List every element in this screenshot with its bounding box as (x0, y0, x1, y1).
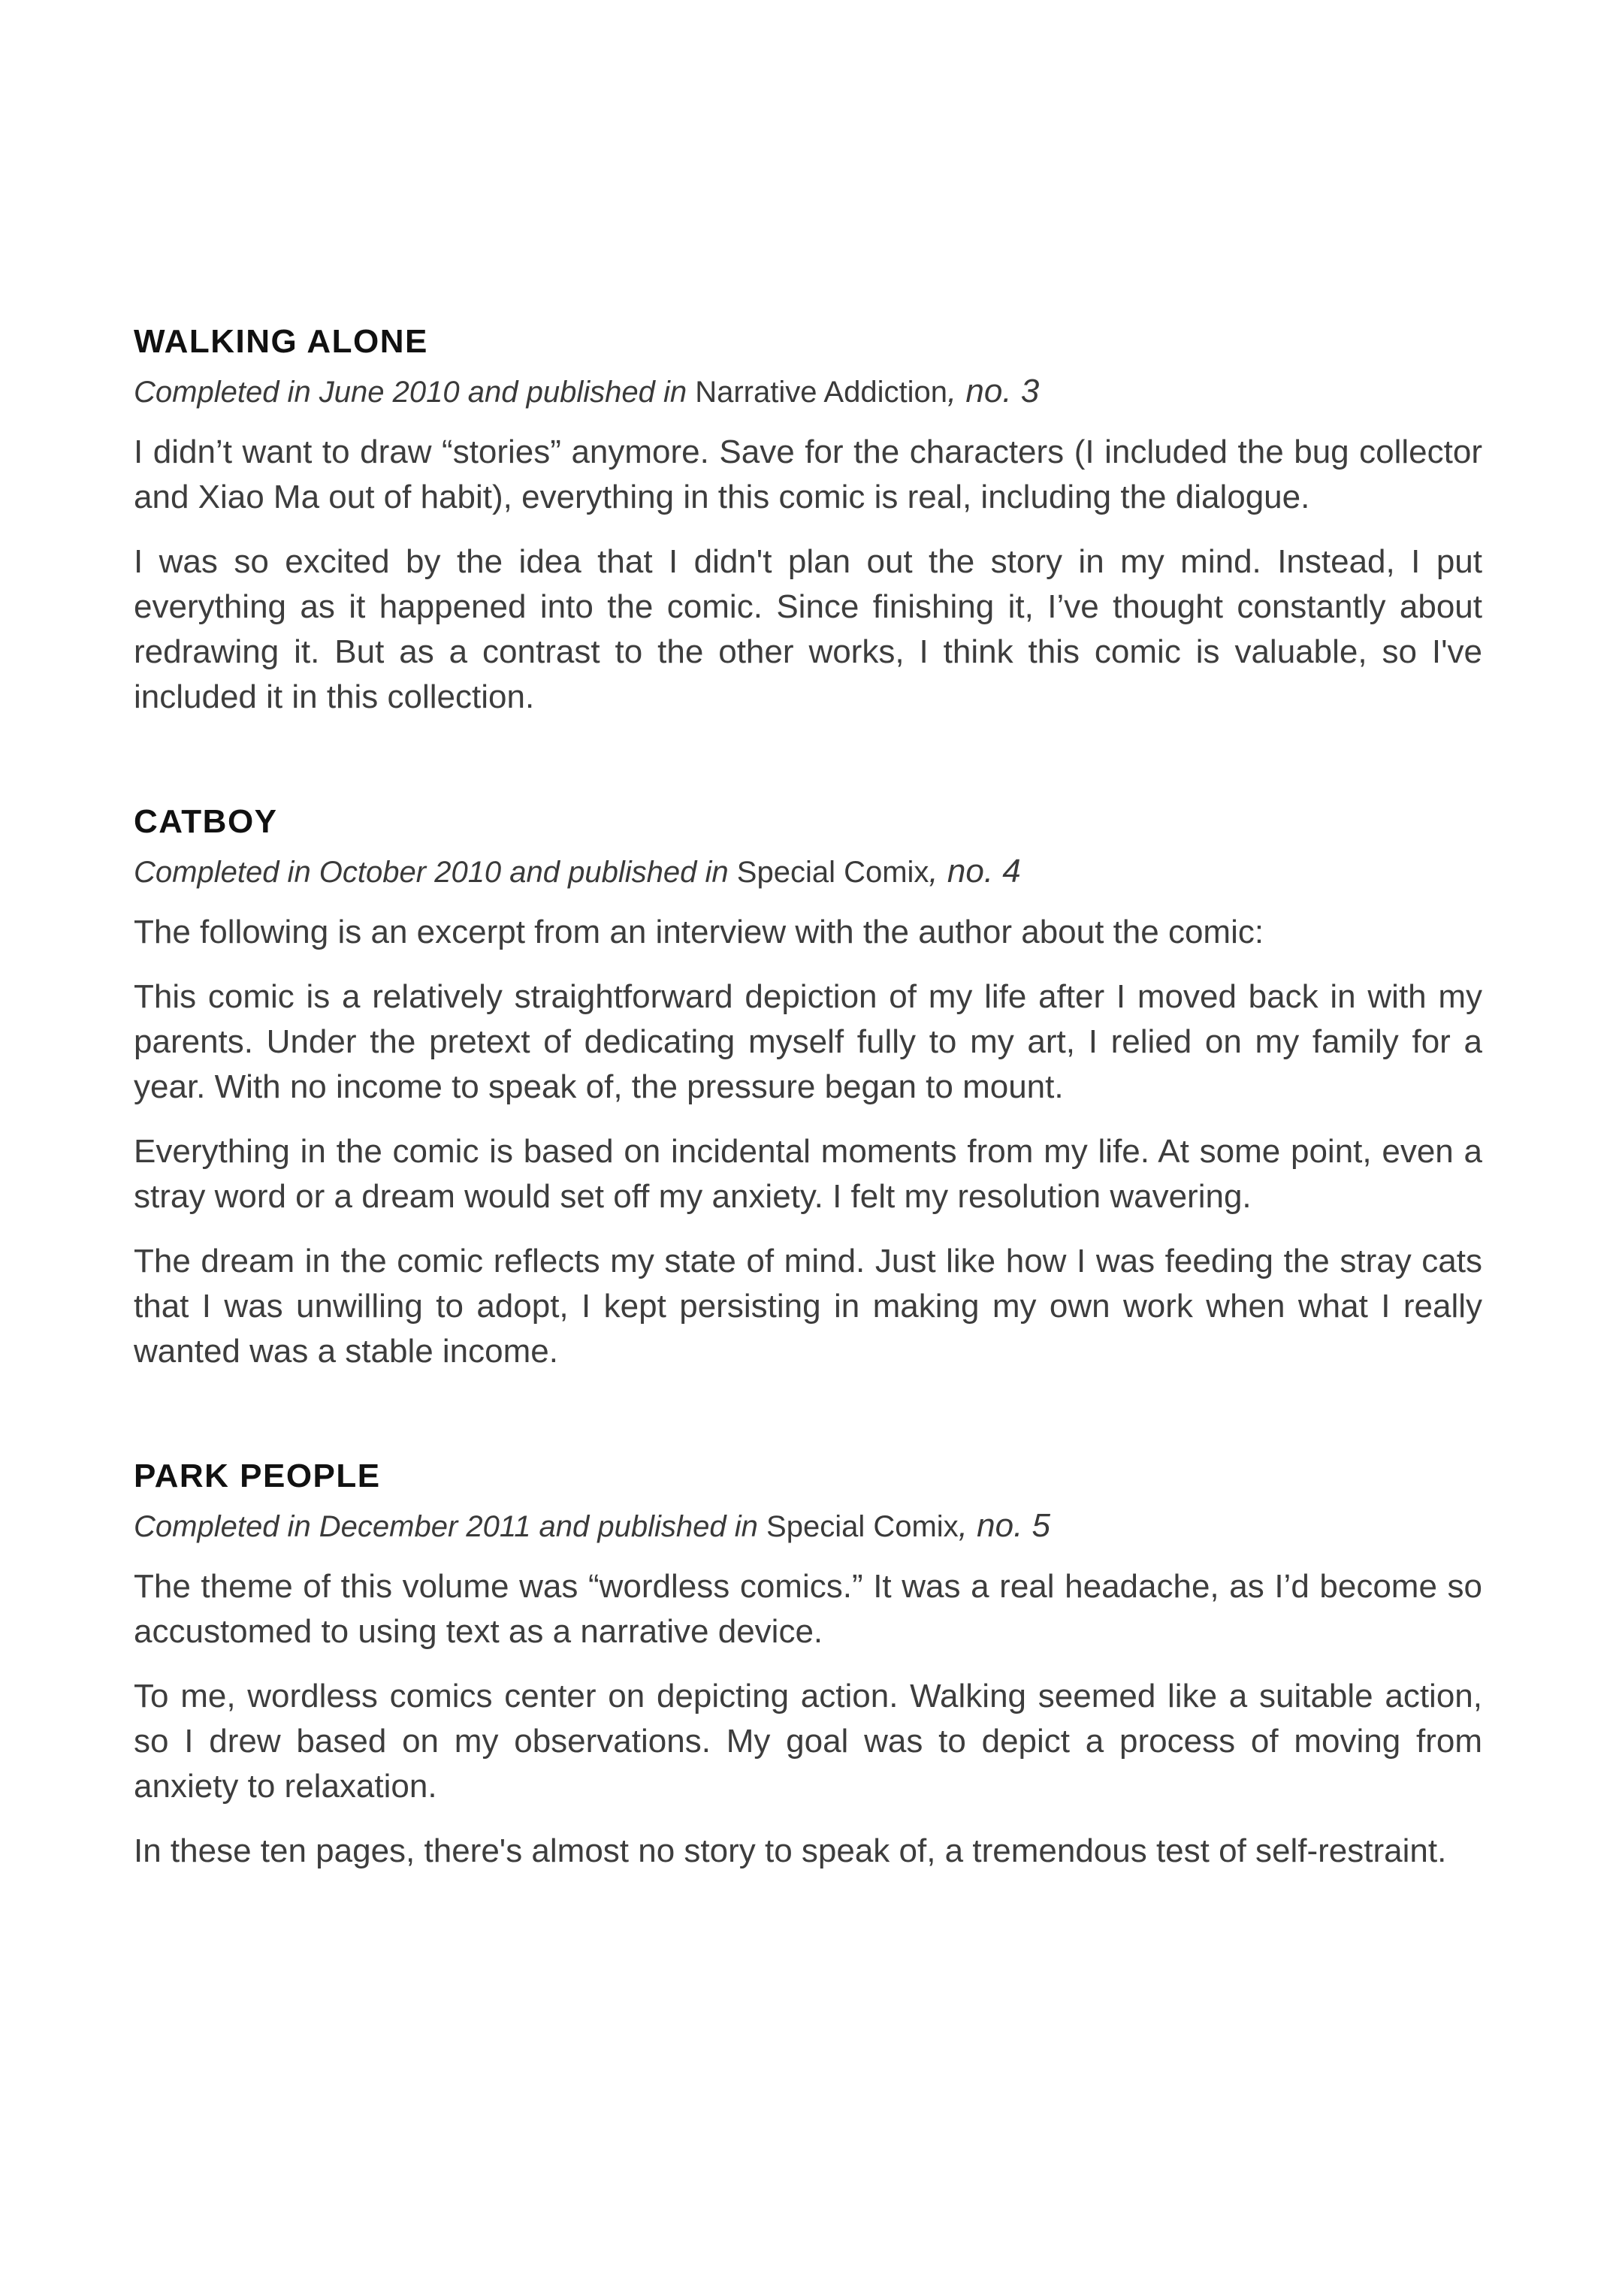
completion-date-text: Completed in October 2010 and published in (134, 856, 729, 889)
paragraph: The dream in the comic reflects my state of mind. Just like how I was feeding the stray cats that I was unwilling to adopt, I kept persisting in making my own work when what I really wanted was a stable income. (134, 1243, 1482, 1370)
issue-number: , no. 4 (929, 853, 1021, 890)
publication-note (134, 850, 1482, 893)
section-walking-alone (134, 319, 1482, 720)
paragraph: I was so excited by the idea that I didn't plan out the story in my mind. Instead, I put everything as it happened into the comic. Since finishing it, I’ve thought constantly about redrawing it. But as a contrast to the other works, I think this comic is valuable, so I've included it in this collection. (134, 543, 1482, 715)
section-heading: CATBOY (134, 803, 278, 840)
paragraph: In these ten pages, there's almost no story to speak of, a tremendous test of self-restraint. (134, 1832, 1447, 1869)
publication-note (134, 1505, 1482, 1548)
section-heading: PARK PEOPLE (134, 1458, 381, 1494)
page-body (134, 319, 1482, 1874)
issue-number: , no. 5 (958, 1507, 1050, 1544)
paragraph: I didn’t want to draw “stories” anymore. Save for the characters (I included the bug collector and Xiao Ma out of habit), everything in this comic is real, including the dialogue. (134, 434, 1482, 515)
completion-date-text: Completed in June 2010 and published in (134, 376, 687, 409)
publication-title: Special Comix (736, 856, 929, 889)
issue-number: , no. 3 (947, 373, 1040, 409)
paragraph: To me, wordless comics center on depicting action. Walking seemed like a suitable action, so I drew based on my observations. My goal was to depict a process of moving from anxiety to relaxation. (134, 1678, 1482, 1805)
publication-title: Narrative Addiction (695, 376, 947, 409)
section-heading: WALKING ALONE (134, 323, 428, 360)
completion-date-text: Completed in December 2011 and published in (134, 1510, 758, 1543)
paragraph: Everything in the comic is based on incidental moments from my life. At some point, even a stray word or a dream would set off my anxiety. I felt my resolution wavering. (134, 1133, 1482, 1215)
paragraph: This comic is a relatively straightforward depiction of my life after I moved back in with my parents. Under the pretext of dedicating myself fully to my art, I relied on my family for a year. With no income to speak of, the pressure began to mount. (134, 978, 1482, 1105)
paragraph: The following is an excerpt from an interview with the author about the comic: (134, 914, 1264, 950)
publication-note (134, 370, 1482, 413)
section-park-people (134, 1454, 1482, 1874)
section-catboy (134, 799, 1482, 1374)
publication-title: Special Comix (766, 1510, 959, 1543)
paragraph: The theme of this volume was “wordless comics.” It was a real headache, as I’d become so accustomed to using text as a narrative device. (134, 1568, 1482, 1650)
